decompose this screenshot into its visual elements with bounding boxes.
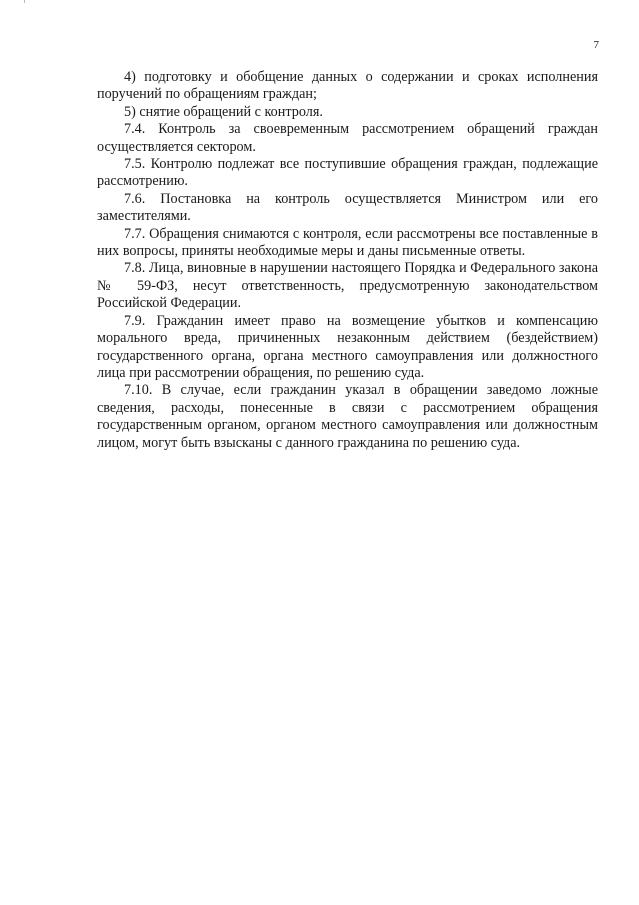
scan-corner-mark bbox=[24, 0, 25, 3]
list-item-5: 5) снятие обращений с контроля. bbox=[124, 103, 323, 120]
clause-7-10: 7.10. В случае, если гражданин указал в обращении заведомо ложные сведения, расходы, понесенные в связи с рассмотрением обращения государственным органом, органом местного самоуправления или должностным лицом, могут быть взысканы с данного гражданина по решению суда. bbox=[97, 382, 598, 451]
clause-7-5: 7.5. Контролю подлежат все поступившие обращения граждан, подлежащие рассмотрению. bbox=[97, 156, 598, 190]
page-number: 7 bbox=[593, 39, 599, 51]
clause-7-4: 7.4. Контроль за своевременным рассмотрением обращений граждан осуществляется сектором. bbox=[97, 121, 598, 155]
clause-7-6: 7.6. Постановка на контроль осуществляется Министром или его заместителями. bbox=[97, 190, 598, 225]
clause-7-9: 7.9. Гражданин имеет право на возмещение убытков и компенсацию морального вреда, причиненных незаконным действием (бездействием) государственного органа, органа местного самоуправления или должностного лица при рассмотрении обращения, по решению суда. bbox=[97, 312, 598, 381]
list-item-4: 4) подготовку и обобщение данных о содержании и сроках исполнения поручений по обращениям граждан; bbox=[97, 69, 598, 103]
document-body bbox=[97, 69, 598, 452]
clause-7-8: 7.8. Лица, виновные в нарушении настоящего Порядка и Федерального закона № 59-ФЗ, несут ответственность, предусмотренную законодательством Российской Федерации. bbox=[97, 260, 598, 312]
clause-7-7: 7.7. Обращения снимаются с контроля, если рассмотрены все поставленные в них вопросы, приняты необходимые меры и даны письменные ответы. bbox=[97, 225, 598, 260]
